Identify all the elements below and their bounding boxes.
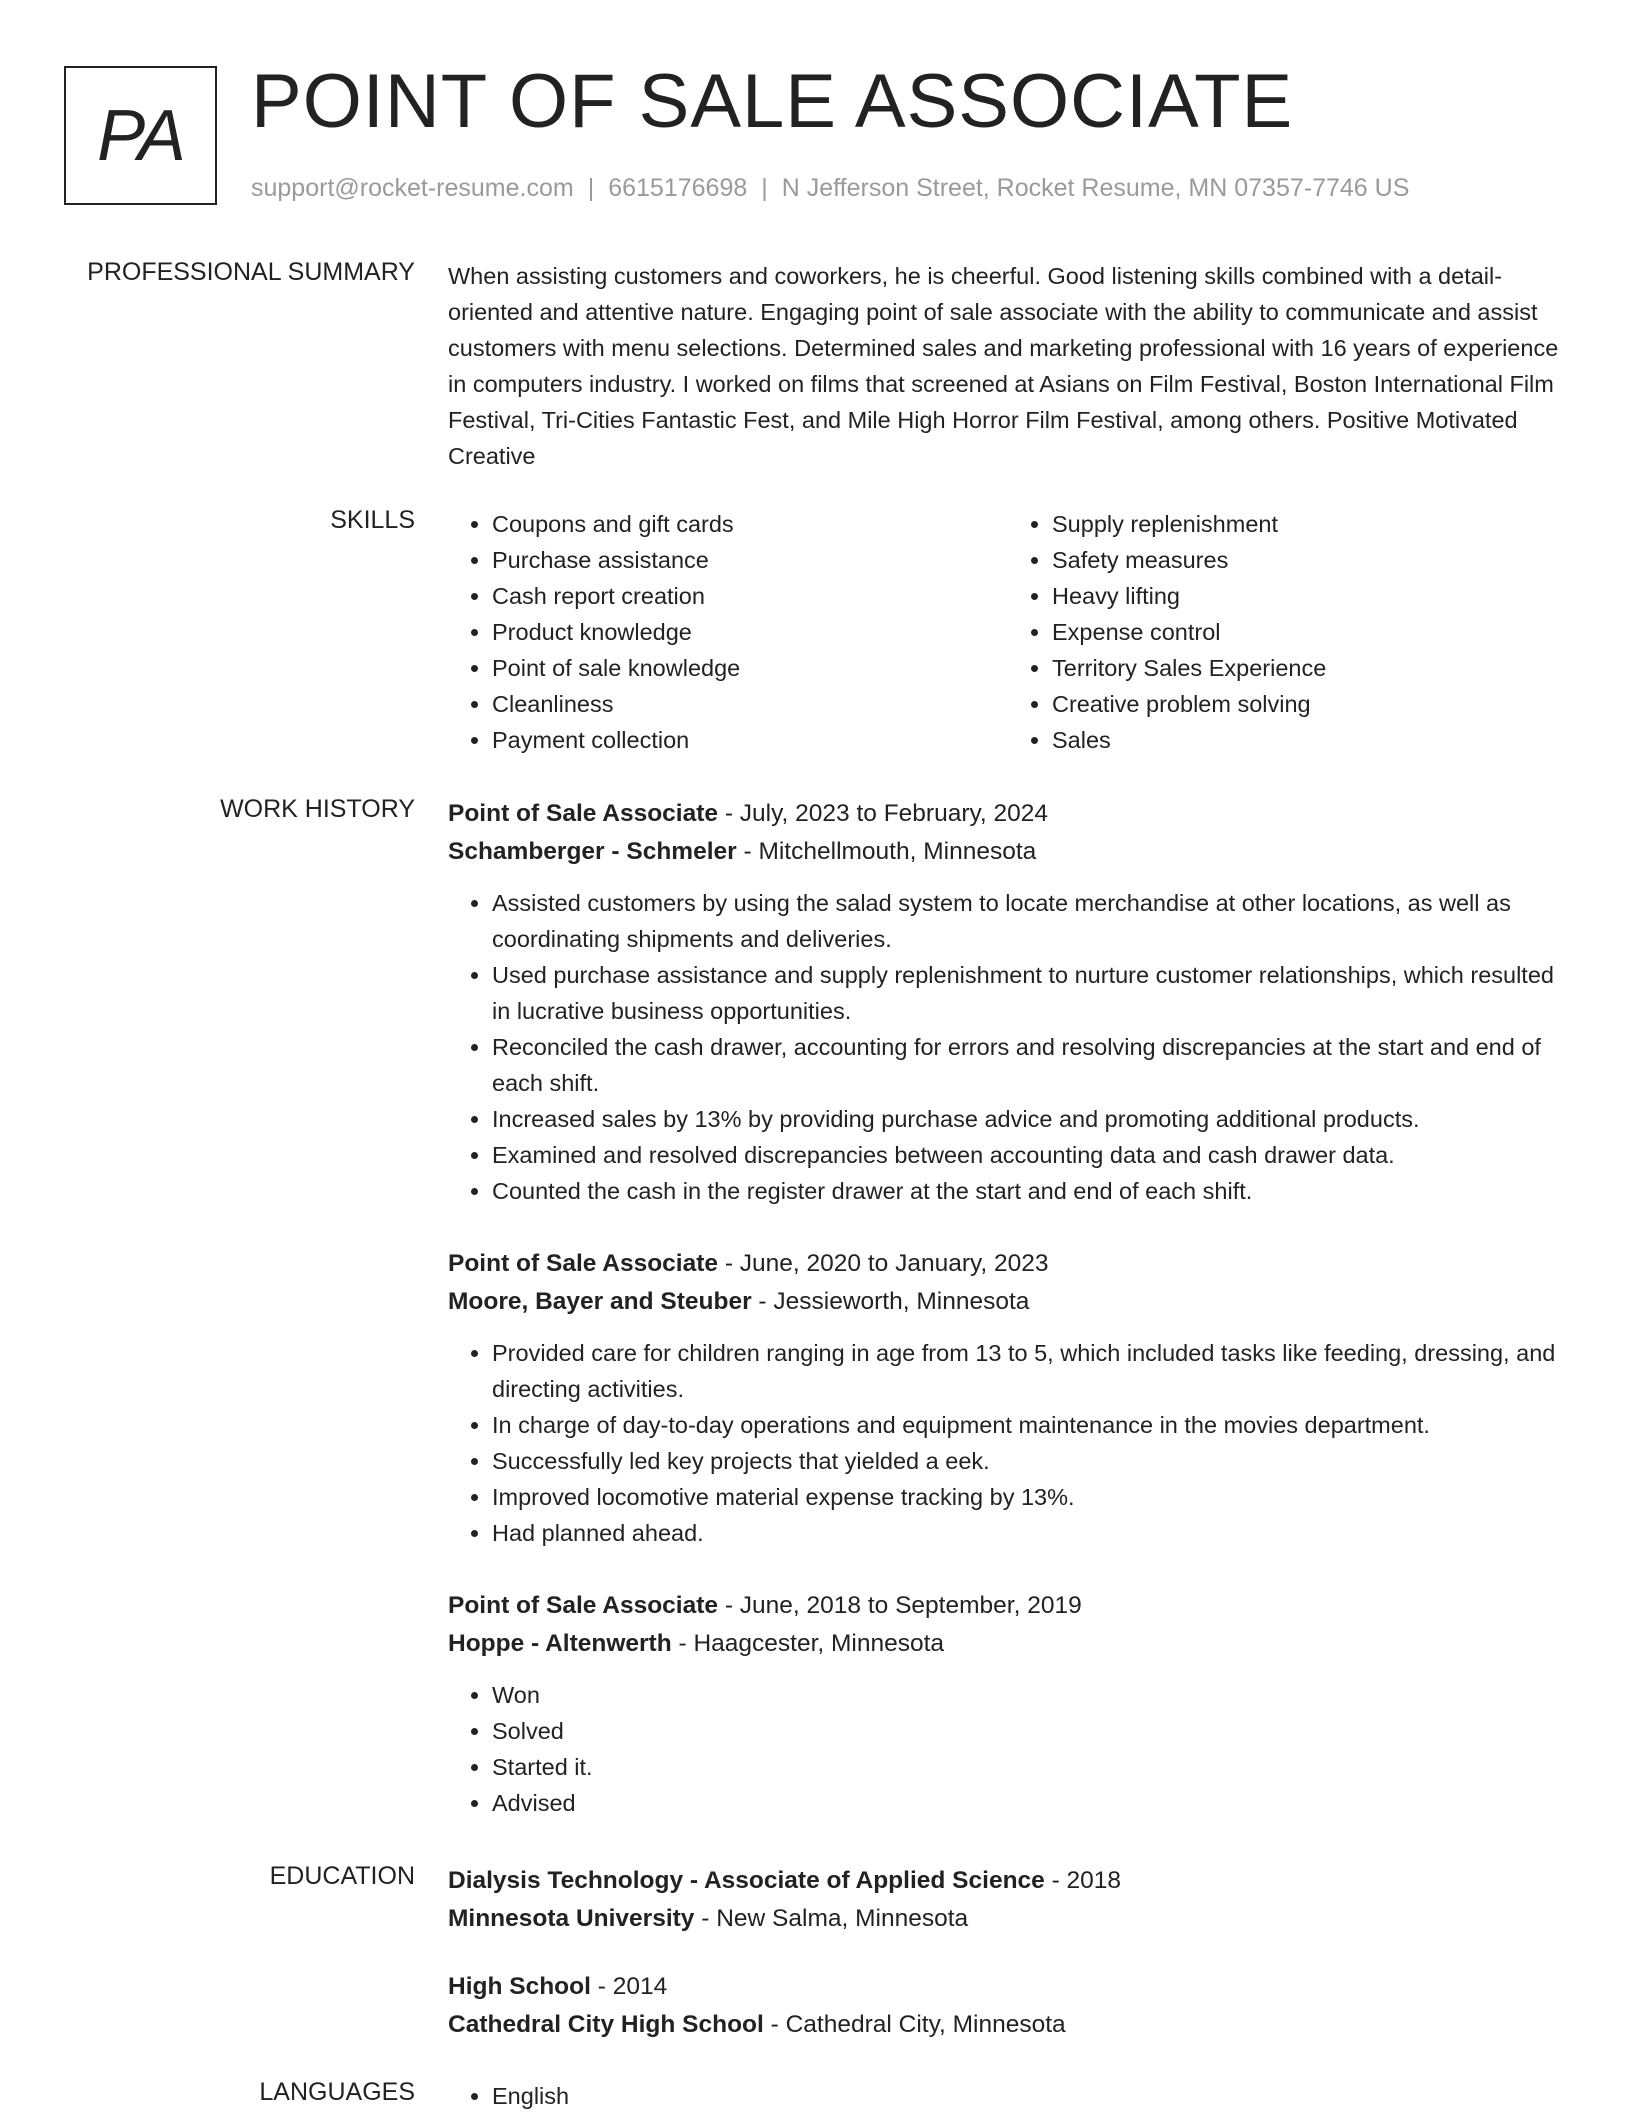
job-bullet: • Counted the cash in the register drawer at the start and end of each shift. <box>492 1173 1568 1209</box>
contact-separator: | <box>761 174 768 202</box>
job-bullet: • Advised <box>492 1785 1568 1821</box>
job-bullet: • In charge of day-to-day operations and equipment maintenance in the movies department. <box>492 1407 1568 1443</box>
section-label-languages: LANGUAGES <box>259 2078 415 2106</box>
job-company: Moore, Bayer and Steuber <box>448 1288 752 1315</box>
job-bullet: • Solved <box>492 1713 1568 1749</box>
section-label-summary: PROFESSIONAL SUMMARY <box>87 258 415 286</box>
education-location: - Cathedral City, Minnesota <box>763 2011 1066 2038</box>
job-bullet: • Had planned ahead. <box>492 1515 1568 1551</box>
job-bullet: • Assisted customers by using the salad system to locate merchandise at other locations, as well as coordinating shipments and deliveries. <box>492 885 1568 957</box>
education-school-line <box>448 2006 1568 2044</box>
education-school-line <box>448 1900 1568 1938</box>
job-location: - Haagcester, Minnesota <box>671 1630 945 1657</box>
work-history-content <box>448 795 1568 1857</box>
job-entry <box>448 1245 1568 1551</box>
skills-content <box>448 506 1568 758</box>
education-degree-line <box>448 1862 1568 1900</box>
job-title-line <box>448 1245 1568 1283</box>
education-degree: High School <box>448 1973 591 2000</box>
job-bullet: • Provided care for children ranging in age from 13 to 5, which included tasks like feeding, dressing, and directing activities. <box>492 1335 1568 1407</box>
languages-list <box>448 2078 1568 2114</box>
education-entry <box>448 1862 1568 1938</box>
skill-item: • Expense control <box>1052 614 1568 650</box>
skill-item: • Sales <box>1052 722 1568 758</box>
skill-item: • Point of sale knowledge <box>492 650 1008 686</box>
education-school: Cathedral City High School <box>448 2011 764 2038</box>
education-degree: Dialysis Technology - Associate of Applied Science <box>448 1867 1045 1894</box>
skill-item: • Payment collection <box>492 722 1008 758</box>
language-item: • English <box>492 2078 1568 2114</box>
job-dates: - July, 2023 to February, 2024 <box>718 800 1049 827</box>
skill-item: • Cash report creation <box>492 578 1008 614</box>
education-content <box>448 1862 1568 2074</box>
job-bullets <box>448 885 1568 1209</box>
job-bullet: • Started it. <box>492 1749 1568 1785</box>
job-location: - Mitchellmouth, Minnesota <box>736 838 1037 865</box>
skill-item: • Safety measures <box>1052 542 1568 578</box>
section-label-work-history: WORK HISTORY <box>220 795 415 823</box>
job-title-line <box>448 1587 1568 1625</box>
monogram: PA <box>64 66 217 205</box>
skill-item: • Supply replenishment <box>1052 506 1568 542</box>
job-bullets <box>448 1677 1568 1821</box>
education-degree-line <box>448 1968 1568 2006</box>
contact-address: N Jefferson Street, Rocket Resume, MN 07357-7746 US <box>781 174 1410 202</box>
job-bullet: • Used purchase assistance and supply replenishment to nurture customer relationships, which resulted in lucrative business opportunities. <box>492 957 1568 1029</box>
skill-item: • Creative problem solving <box>1052 686 1568 722</box>
skill-item: • Purchase assistance <box>492 542 1008 578</box>
contact-phone[interactable]: 6615176698 <box>608 174 748 202</box>
job-bullet: • Reconciled the cash drawer, accounting for errors and resolving discrepancies at the start and end of each shift. <box>492 1029 1568 1101</box>
contact-separator: | <box>587 174 595 202</box>
job-title: Point of Sale Associate <box>448 1592 719 1619</box>
job-entry <box>448 1587 1568 1821</box>
job-company: Hoppe - Altenwerth <box>448 1630 672 1657</box>
skills-list-left <box>448 506 1008 758</box>
section-label-education: EDUCATION <box>269 1862 415 1890</box>
section-label-skills: SKILLS <box>330 506 415 534</box>
education-entry <box>448 1968 1568 2044</box>
job-bullet: • Examined and resolved discrepancies between accounting data and cash drawer data. <box>492 1137 1568 1173</box>
summary-content <box>448 258 1568 474</box>
job-company-line <box>448 833 1568 871</box>
job-company-line <box>448 1625 1568 1663</box>
skill-item: • Coupons and gift cards <box>492 506 1008 542</box>
job-bullet: • Won <box>492 1677 1568 1713</box>
skill-item: • Cleanliness <box>492 686 1008 722</box>
job-dates: - June, 2020 to January, 2023 <box>718 1250 1049 1277</box>
skill-item: • Product knowledge <box>492 614 1008 650</box>
job-bullet: • Improved locomotive material expense tracking by 13%. <box>492 1479 1568 1515</box>
skill-item: • Heavy lifting <box>1052 578 1568 614</box>
education-school: Minnesota University <box>448 1905 695 1932</box>
job-bullet: • Successfully led key projects that yielded a eek. <box>492 1443 1568 1479</box>
job-title-line <box>448 795 1568 833</box>
job-bullets <box>448 1335 1568 1551</box>
contact-email[interactable]: support@rocket-resume.com <box>251 174 574 202</box>
skills-list-right <box>1008 506 1568 758</box>
education-year: - 2018 <box>1044 1867 1122 1894</box>
skill-item: • Territory Sales Experience <box>1052 650 1568 686</box>
summary-text: When assisting customers and coworkers, he is cheerful. Good listening skills combined with a detail-oriented and attentive nature. Engaging point of sale associate with the ability to communicate and assist customers with menu selections. Determined sales and marketing professional with 16 years of experience in computers industry. I worked on films that screened at Asians on Film Festival, Boston International Film Festival, Tri-Cities Fantastic Fest, and Mile High Horror Film Festival, among others. Positive Motivated Creative <box>448 263 1559 469</box>
job-dates: - June, 2018 to September, 2019 <box>718 1592 1082 1619</box>
contact-line <box>251 174 1409 203</box>
job-bullet: • Increased sales by 13% by providing purchase advice and promoting additional products. <box>492 1101 1568 1137</box>
page-title: POINT OF SALE ASSOCIATE <box>251 59 1294 144</box>
job-location: - Jessieworth, Minnesota <box>751 1288 1030 1315</box>
education-year: - 2014 <box>590 1973 668 2000</box>
job-company: Schamberger - Schmeler <box>448 838 737 865</box>
job-entry <box>448 795 1568 1209</box>
job-title: Point of Sale Associate <box>448 800 719 827</box>
education-location: - New Salma, Minnesota <box>694 1905 969 1932</box>
job-company-line <box>448 1283 1568 1321</box>
job-title: Point of Sale Associate <box>448 1250 719 1277</box>
languages-content <box>448 2078 1568 2114</box>
